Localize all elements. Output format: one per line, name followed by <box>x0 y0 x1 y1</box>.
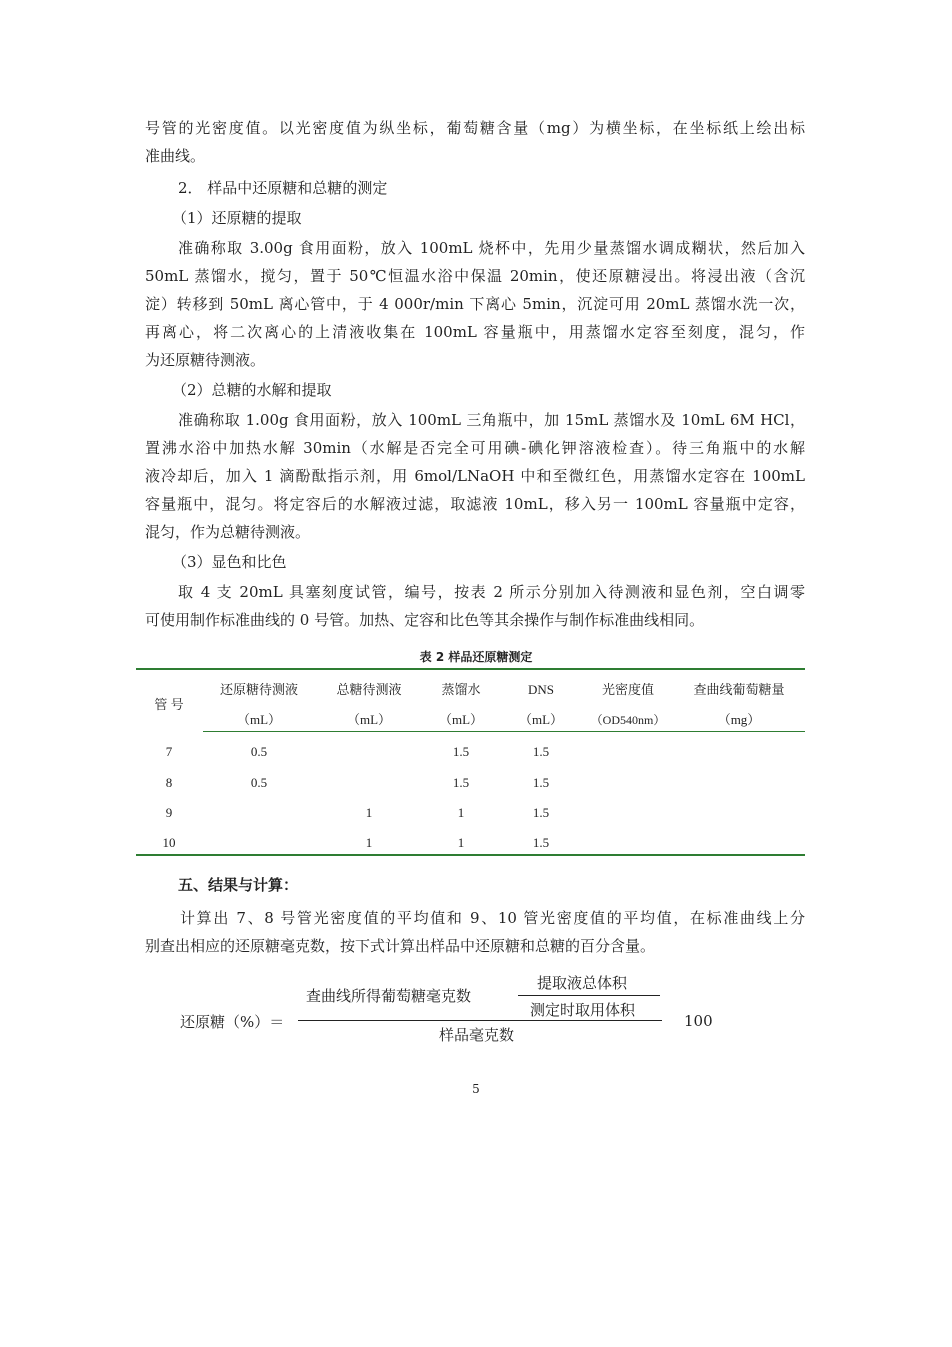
paragraph-line: 号管的光密度值。以光密度值为纵坐标，葡萄糖含量（mg）为横坐标，在坐标纸上绘出标 <box>145 119 805 137</box>
table-header-name: 蒸馏水 <box>441 682 481 697</box>
paragraph-line: 计算出 7、8 号管光密度值的平均值和 9、10 管光密度值的平均值，在标准曲线上分 <box>180 909 805 927</box>
table-cell: 1.5 <box>452 744 470 759</box>
table-header-name: 总糖待测液 <box>336 682 402 697</box>
paragraph-line: 容量瓶中，混匀。将定容后的水解液过滤，取滤液 10mL，移入另一 100mL 容量瓶中定容， <box>145 495 805 513</box>
results-heading: 五、结果与计算： <box>178 876 299 894</box>
subsection-heading: （2）总糖的水解和提取 <box>172 381 332 399</box>
formula-numerator: 查曲线所得葡萄糖毫克数 <box>306 987 472 1005</box>
paragraph-line: 淀）转移到 50mL 离心管中，于 4 000r/min 下离心 5min，沉淀可用 20mL 蒸馏水洗一次， <box>145 295 805 313</box>
page-number: 5 <box>472 1082 480 1096</box>
table-cell: 1 <box>457 835 465 850</box>
table-header-name: 还原糖待测液 <box>219 682 298 697</box>
formula-inner-numerator: 提取液总体积 <box>537 974 628 992</box>
table-cell: 7 <box>165 744 173 759</box>
subsection-heading: （3）显色和比色 <box>172 553 287 571</box>
paragraph-line: 准确称取 3.00g 食用面粉，放入 100mL 烧杯中，先用少量蒸馏水调成糊状，然后加入 <box>178 239 805 257</box>
paragraph-line: 准确称取 1.00g 食用面粉，放入 100mL 三角瓶中，加 15mL 蒸馏水及 10mL 6M HCl， <box>178 411 805 429</box>
paragraph-line: 再离心，将二次离心的上清液收集在 100mL 容量瓶中，用蒸馏水定容至刻度，混匀，作 <box>145 323 805 341</box>
paragraph-line: 混匀，作为总糖待测液。 <box>145 523 311 541</box>
formula-inner-fraction-bar <box>518 995 660 996</box>
section-heading: 2． 样品中还原糖和总糖的测定 <box>178 179 388 197</box>
formula-lhs: 还原糖（%）＝ <box>180 1013 285 1031</box>
table-header-tube-number: 管 号 <box>154 697 184 712</box>
paragraph-line: 50mL 蒸馏水，搅匀，置于 50℃恒温水浴中保温 20min，使还原糖浸出。将浸出液（含沉 <box>145 267 805 285</box>
table-cell: 10 <box>162 835 176 850</box>
table-header-unit: （OD540nm） <box>590 713 666 727</box>
table-cell: 0.5 <box>250 775 268 790</box>
table-cell: 1 <box>457 805 465 820</box>
paragraph-line: 置沸水浴中加热水解 30min（水解是否完全可用碘-碘化钾溶液检查）。待三角瓶中的水解 <box>145 439 805 457</box>
paragraph-line: 为还原糖待测液。 <box>145 351 266 369</box>
paragraph-line: 准曲线。 <box>145 147 206 165</box>
table-cell: 1.5 <box>532 775 550 790</box>
table-cell: 1.5 <box>452 775 470 790</box>
table-header-unit: （mL） <box>346 712 392 727</box>
table-cell: 1.5 <box>532 835 550 850</box>
formula-denominator: 样品毫克数 <box>439 1026 515 1044</box>
formula-inner-denominator: 测定时取用体积 <box>530 1001 636 1019</box>
table-cell: 8 <box>165 775 173 790</box>
table-bottom-rule <box>136 854 805 856</box>
paragraph-line: 液冷却后，加入 1 滴酚酞指示剂，用 6mol/LNaOH 中和至微红色，用蒸馏水定容在 100mL <box>145 467 805 485</box>
table-header-name: 查曲线葡萄糖量 <box>693 682 785 697</box>
table-cell: 1 <box>365 835 373 850</box>
table-cell: 1 <box>365 805 373 820</box>
table-header-unit: （mg） <box>717 712 761 727</box>
table-header-unit: （mL） <box>438 712 484 727</box>
table-cell: 1.5 <box>532 805 550 820</box>
table-header-unit: （mL） <box>236 712 282 727</box>
table-caption: 表 2 样品还原糖测定 <box>419 650 533 664</box>
formula-fraction-bar <box>298 1020 662 1021</box>
paragraph-line: 取 4 支 20mL 具塞刻度试管，编号，按表 2 所示分别加入待测液和显色剂，空白调零 <box>178 583 805 601</box>
paragraph-line: 可使用制作标准曲线的 0 号管。加热、定容和比色等其余操作与制作标准曲线相同。 <box>145 611 705 629</box>
subsection-heading: （1）还原糖的提取 <box>172 209 302 227</box>
table-header-unit: （mL） <box>518 712 564 727</box>
table-header-name: DNS <box>527 682 554 697</box>
table-header-rule <box>203 731 805 732</box>
table-cell: 9 <box>165 805 173 820</box>
table-cell: 0.5 <box>250 744 268 759</box>
table-header-name: 光密度值 <box>601 682 654 697</box>
table-top-rule <box>136 668 805 670</box>
paragraph-line: 别查出相应的还原糖毫克数，按下式计算出样品中还原糖和总糖的百分含量。 <box>145 937 656 955</box>
formula-factor: 100 <box>684 1012 713 1030</box>
table-cell: 1.5 <box>532 744 550 759</box>
